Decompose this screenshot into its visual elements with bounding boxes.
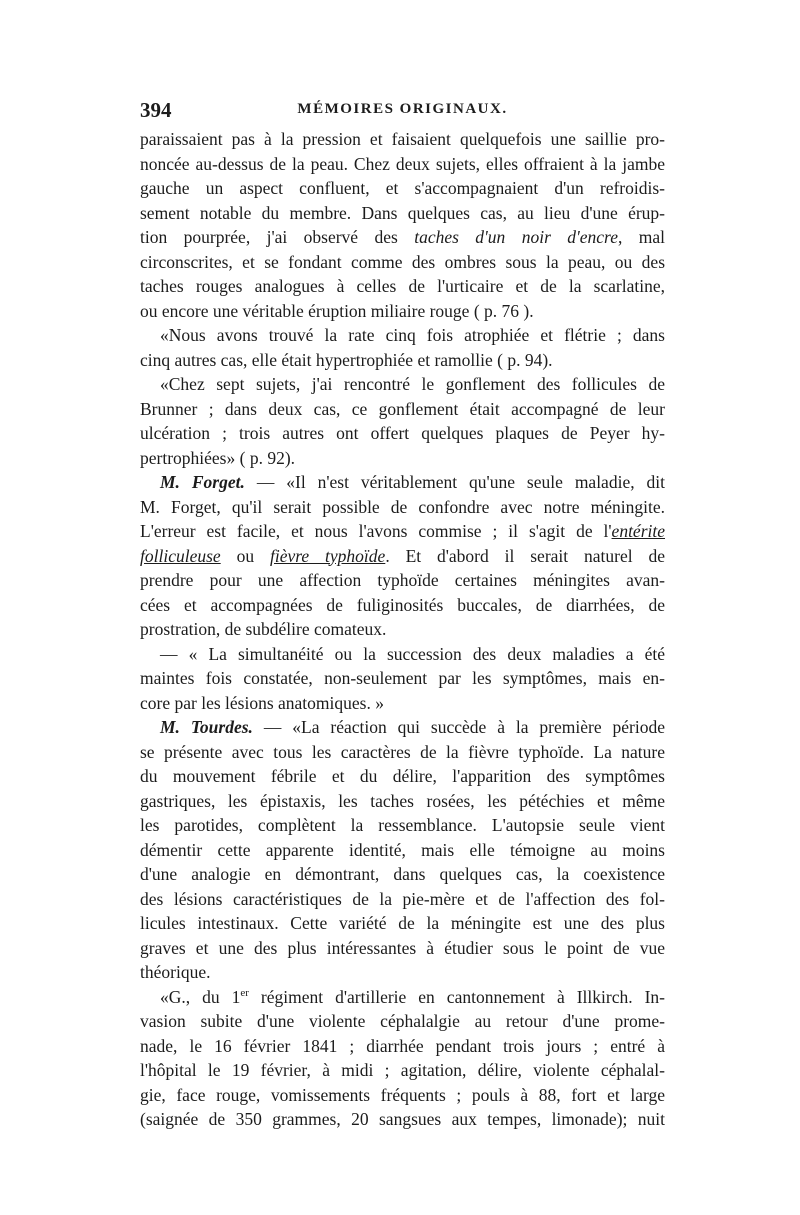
text-line: paraissaient pas à la pression et faisaient quelquefois une saillie pro- [140, 129, 665, 149]
text-line: sement notable du membre. Dans quelques cas, au lieu d'une érup- [140, 202, 665, 223]
text-line: taches rouges analogues à celles de l'urticaire et de la scarlatine, [140, 276, 665, 296]
text-line: core par les lésions anatomiques. » [140, 692, 384, 713]
text-line: prostration, de subdélire comateux. [140, 619, 387, 639]
text-line: «Chez sept sujets, j'ai rencontré le gonflement des follicules de [160, 374, 665, 394]
text-line: «Nous avons trouvé la rate cinq fois atrophiée et flétrie ; dans [160, 325, 665, 345]
text-segment: L'erreur est facile, et nous l'avons commise ; il s'agit de l' [140, 521, 612, 541]
italic-phrase: folliculeuse [140, 545, 221, 566]
text-segment: . Et d'abord il serait naturel de [385, 545, 665, 566]
text-line: du mouvement fébrile et du délire, l'apparition des symptômes [140, 766, 665, 786]
text-line: démentir cette apparente identité, mais elle témoigne au moins [140, 839, 665, 860]
page-header [140, 98, 665, 124]
text-line: licules intestinaux. Cette variété de la méningite est une des plus [140, 913, 665, 933]
text-line: des lésions caractéristiques de la pie-mère et de l'affection des fol- [140, 888, 665, 909]
text-line: noncée au-dessus de la peau. Chez deux sujets, elles offraient à la jambe [140, 153, 665, 174]
text-line: graves et une des plus intéressantes à étudier sous le point de vue [140, 937, 665, 958]
author-name: M. Tourdes. [160, 717, 253, 737]
page-number: 394 [140, 98, 172, 122]
text-line [140, 470, 665, 495]
italic-phrase: entérite [611, 521, 665, 541]
text-line: ou encore une véritable éruption miliaire rouge ( p. 76 ). [140, 300, 534, 321]
italic-phrase: fièvre typhoïde [269, 545, 386, 566]
text-line: nade, le 16 février 1841 ; diarrhée pendant trois jours ; entré à [140, 1035, 665, 1056]
body-text [140, 127, 665, 1132]
text-segment: — «Il n'est véritablement qu'une seule maladie, dit [244, 472, 665, 492]
text-line: théorique. [140, 962, 211, 982]
text-segment: «G., du 1 [160, 986, 241, 1007]
text-line: cées et accompagnées de fuliginosités buccales, de diarrhées, de [140, 594, 665, 615]
text-line: maintes fois constatée, non-seulement par les symptômes, mais en- [140, 668, 665, 688]
text-segment: régiment d'artillerie en cantonnement à Illkirch. In- [248, 986, 665, 1007]
text-segment: , mal [617, 227, 665, 247]
text-line: pertrophiées» ( p. 92). [140, 447, 296, 468]
text-line: — « La simultanéité ou la succession des deux maladies a été [160, 643, 665, 664]
text-line: cinq autres cas, elle était hypertrophiée et ramollie ( p. 94). [140, 349, 553, 370]
text-line: ulcération ; trois autres ont offert quelques plaques de Peyer hy- [140, 423, 665, 443]
text-line: se présente avec tous les caractères de la fièvre typhoïde. La nature [140, 741, 665, 762]
text-line [140, 985, 665, 1010]
text-line: prendre pour une affection typhoïde certaines méningites avan- [140, 570, 665, 590]
text-segment: — «La réaction qui succède à la première période [252, 717, 665, 737]
superscript: er [240, 986, 249, 999]
text-line: Brunner ; dans deux cas, ce gonflement était accompagné de leur [140, 398, 665, 419]
text-line [140, 225, 665, 250]
text-line: (saignée de 350 grammes, 20 sangsues aux tempes, limonade); nuit [140, 1109, 665, 1129]
text-line: gie, face rouge, vomissements fréquents ; pouls à 88, fort et large [140, 1084, 665, 1105]
text-segment: tion pourprée, j'ai observé des [140, 227, 415, 247]
text-line: d'une analogie en démontrant, dans quelques cas, la coexistence [140, 864, 665, 884]
text-line: gastriques, les épistaxis, les taches rosées, les pétéchies et même [140, 790, 665, 811]
text-line [140, 544, 665, 569]
text-line: M. Forget, qu'il serait possible de confondre avec notre méningite. [140, 496, 665, 517]
text-line: circonscrites, et se fondant comme des ombres sous la peau, ou des [140, 251, 665, 272]
running-title: MÉMOIRES ORIGINAUX. [297, 101, 508, 117]
text-segment: ou [220, 545, 270, 566]
italic-phrase: taches d'un noir d'encre [414, 227, 618, 247]
text-line: gauche un aspect confluent, et s'accompagnaient d'un refroidis- [140, 178, 665, 198]
text-line: vasion subite d'une violente céphalalgie au retour d'une prome- [140, 1011, 665, 1031]
text-line [140, 715, 665, 740]
text-line: les parotides, complètent la ressemblance. L'autopsie seule vient [140, 815, 665, 835]
text-line [140, 519, 665, 544]
author-name: M. Forget. [160, 472, 245, 492]
text-line: l'hôpital le 19 février, à midi ; agitation, délire, violente céphalal- [140, 1060, 665, 1080]
